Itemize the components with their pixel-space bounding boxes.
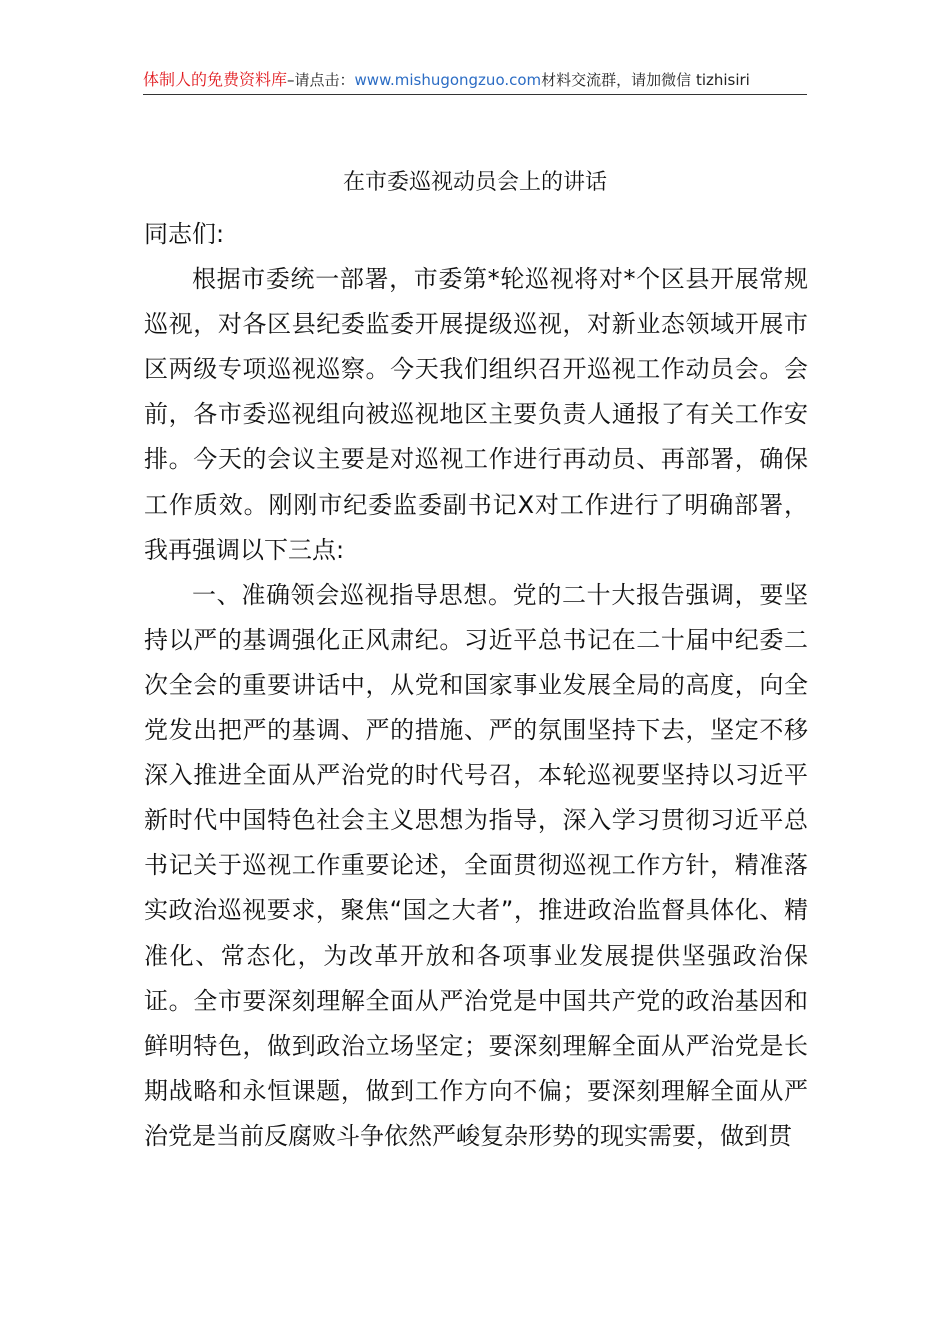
document-title: 在市委巡视动员会上的讲话 [342,170,607,195]
wechat-note: 材料交流群，请加微信 tizhisiri [541,71,750,89]
paragraph-section-one: 一、准确领会巡视指导思想。党的二十大报告强调，要坚持以严的基调强化正风肃纪。习近平总书记在二十届中纪委二次全会的重要讲话中，从党和国家事业发展全局的高度，向全党发出把严的基调、严的措施、严的氛围坚持下去，坚定不移深入推进全面从严治党的时代号召，本轮巡视要坚持以习近平新时代中国特色社会主义思想为指导，深入学习贯彻习近平总书记关于巡视工作重要论述，全面贯彻巡视工作方针，精准落实政治巡视要求，聚焦“国之大者”，推进政治监督具体化、精准化、常态化，为改革开放和各项事业发展提供坚强政治保证。全市要深刻理解全面从严治党是中国共产党的政治基因和鲜明特色，做到政治立场坚定；要深刻理解全面从严治党是长期战略和永恒课题，做到工作方向不偏；要深刻理解全面从严治党是当前反腐败斗争依然严峻复杂形势的现实需要，做到贯 [144,580,808,1150]
salutation: 同志们: [144,220,225,248]
page-header [143,68,807,95]
library-name: 体制人的免费资料库 [143,70,288,89]
paragraph-intro: 根据市委统一部署，市委第*轮巡视将对*个区县开展常规巡视，对各区县纪委监委开展提级巡视，对新业态领域开展市区两级专项巡视巡察。今天我们组织召开巡视工作动员会。会前，各市委巡视组向被巡视地区主要负责人通报了有关工作安排。今天的会议主要是对巡视工作进行再动员、再部署，确保工作质效。刚刚市纪委监委副书记X对工作进行了明确部署，我再强调以下三点: [144,265,808,564]
document-body [144,212,808,1159]
website-link[interactable]: www.mishugongzuo.com [354,71,542,89]
click-prompt: –请点击： [287,71,355,89]
